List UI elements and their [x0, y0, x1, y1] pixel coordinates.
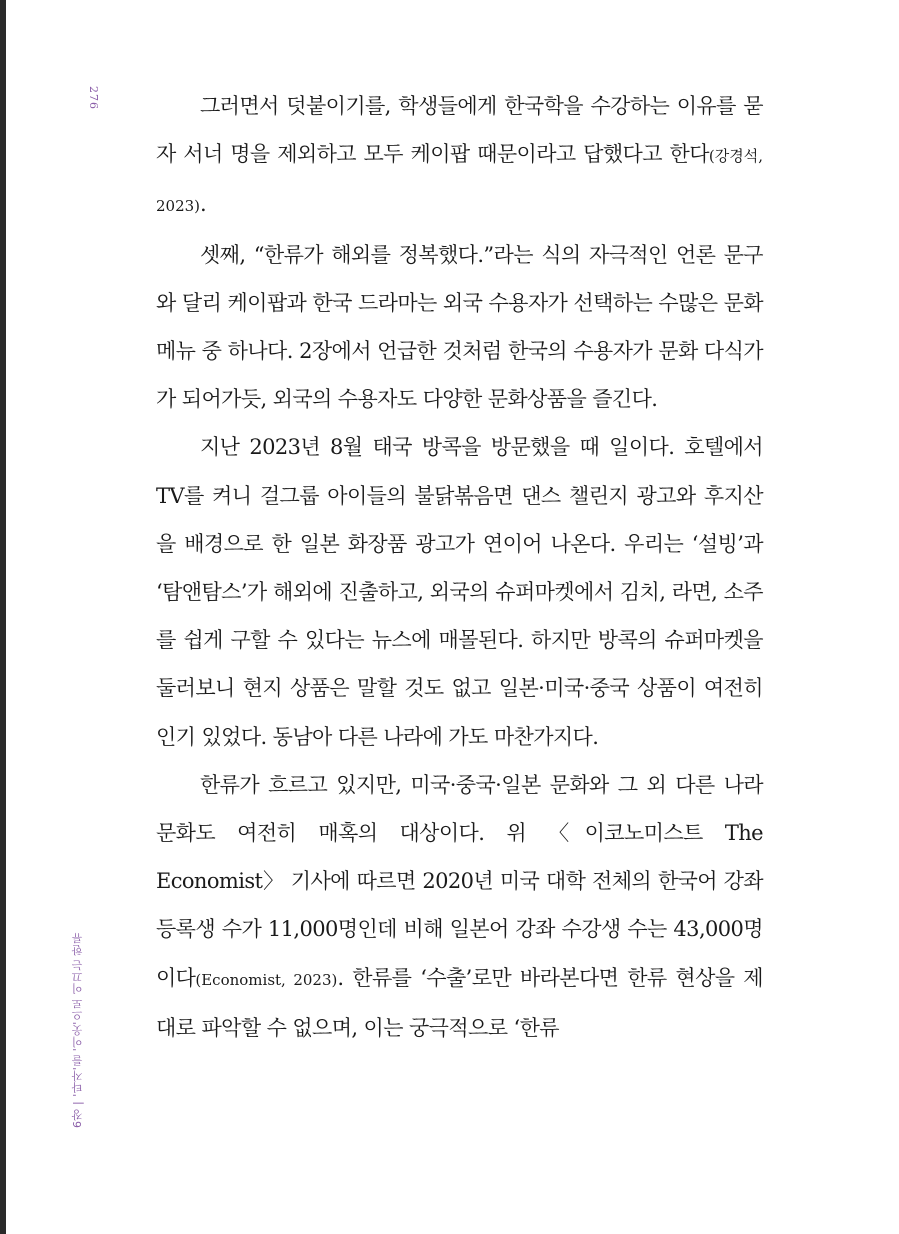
running-head: 6장 | '타자'를 '이웃'으로 이끄는 한류: [71, 932, 84, 1128]
citation: (강경석, 2023): [156, 147, 763, 216]
page-number: 276: [87, 86, 100, 110]
body-text: [156, 82, 763, 1162]
citation: (Economist, 2023): [195, 970, 338, 989]
paragraph: [156, 231, 763, 424]
page-edge: [0, 0, 6, 1234]
paragraph-text: 셋째, “한류가 해외를 정복했다.”라는 식의 자극적인 언론 문구와 달리 케이팝과 한국 드라마는 외국 수용자가 선택하는 수많은 문화 메뉴 중 하나다. 2장에서 언급한 것처럼 한국의 수용자가 문화 다식가가 되어가듯, 외국의 수용자도 다양한 문화상품을 즐긴다.: [156, 242, 763, 412]
paragraph-text: 한류가 흐르고 있지만, 미국·중국·일본 문화와 그 외 다른 나라 문화도 여전히 매혹의 대상이다. 위 〈이코노미스트 The Economist〉 기사에 따르면 2020년 미국 대학 전체의 한국어 강좌 등록생 수가 11,000명인데 비해 일본어 강좌 수강생 수는 43,000명이다: [156, 772, 763, 990]
paragraph-text-tail: . 한류를 ‘수출’로만 바라본다면 한류 현상을 제대로 파악할 수 없으며, 이는 궁극적으로 ‘한류: [156, 965, 763, 1040]
paragraph-text: 지난 2023년 8월 태국 방콕을 방문했을 때 일이다. 호텔에서 TV를 켜니 걸그룹 아이들의 불닭볶음면 댄스 챌린지 광고와 후지산을 배경으로 한 일본 화장품 광고가 연이어 나온다. 우리는 ‘설빙’과 ‘탐앤탐스’가 해외에 진출하고, 외국의 슈퍼마켓에서 김치, 라면, 소주를 쉽게 구할 수 있다는 뉴스에 매몰된다. 하지만 방콕의 슈퍼마켓을 둘러보니 현지 상품은 말할 것도 없고 일본·미국·중국 상품이 여전히 인기 있었다. 동남아 다른 나라에 가도 마찬가지다.: [156, 435, 763, 749]
paragraph-text: 그러면서 덧붙이기를, 학생들에게 한국학을 수강하는 이유를 묻자 서너 명을 제외하고 모두 케이팝 때문이라고 답했다고 한다: [156, 94, 763, 167]
paragraph: [156, 761, 763, 1052]
paragraph: [156, 82, 763, 231]
paragraph: [156, 423, 763, 760]
paragraph-text-tail: .: [200, 192, 207, 217]
